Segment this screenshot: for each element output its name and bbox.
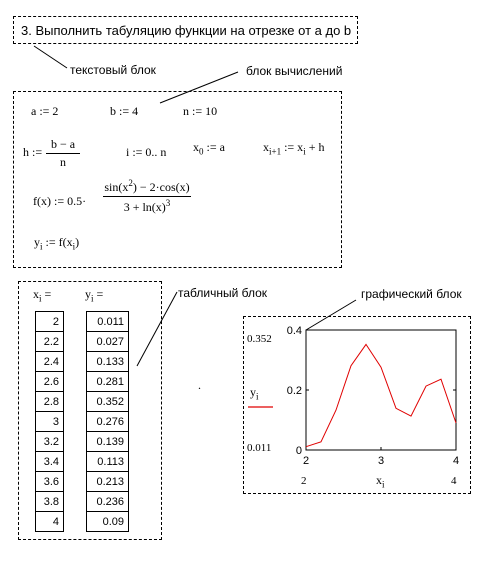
table-row (87, 392, 129, 412)
f-num-paren-close: ) (132, 180, 137, 194)
table-row (36, 312, 64, 332)
x-value-cell[interactable]: 3.4 (36, 452, 64, 472)
table-row (36, 332, 64, 352)
table-row (36, 432, 64, 452)
y-paren-open: ( (62, 235, 67, 249)
table-row (87, 492, 129, 512)
x-recurrence-mid: := x (284, 140, 304, 154)
x-recurrence-sub2: i (303, 146, 306, 157)
y-tick-label: 0.2 (286, 385, 302, 397)
y-value-cell[interactable]: 0.139 (87, 432, 129, 452)
h-fraction[interactable] (46, 137, 80, 170)
table-row (87, 352, 129, 372)
h-lhs: h := (23, 145, 43, 159)
h-denominator: n (60, 155, 66, 169)
table-row (36, 352, 64, 372)
x-value-cell[interactable]: 2.8 (36, 392, 64, 412)
y-tick-label: 0 (295, 445, 302, 457)
x-left-marker: 2 (301, 475, 307, 487)
n-definition[interactable]: n := 10 (183, 104, 218, 118)
f-num-paren: ( (118, 180, 123, 194)
x-header-var: x (33, 287, 39, 301)
table-row (87, 312, 129, 332)
table-row (87, 412, 129, 432)
y-axis-label (250, 385, 259, 401)
a-definition[interactable]: a := 2 (31, 104, 59, 118)
y-value-cell[interactable]: 0.113 (87, 452, 129, 472)
y-values-table[interactable] (86, 311, 129, 532)
x-value-cell[interactable]: 3.8 (36, 492, 64, 512)
x-value-cell[interactable]: 2 (36, 312, 64, 332)
table-row (36, 512, 64, 532)
calc-block-callout-label: блок вычислений (246, 64, 343, 78)
x-value-cell[interactable]: 4 (36, 512, 64, 532)
text-block-callout-line (34, 46, 67, 68)
y-header-var: y (85, 287, 91, 301)
y-value-cell[interactable]: 0.133 (87, 352, 129, 372)
table-row (87, 452, 129, 472)
x-header-eq: = (44, 287, 52, 301)
f-den-exp: 3 (165, 198, 171, 208)
x-value-cell[interactable]: 3 (36, 412, 64, 432)
y-mid: := f (45, 235, 63, 249)
f-lhs: f(x) := 0.5· (33, 194, 87, 208)
y-value-cell[interactable]: 0.011 (87, 312, 129, 332)
graph-block[interactable] (243, 316, 471, 494)
x-tick-label: 3 (377, 455, 385, 467)
x-right-marker: 4 (451, 475, 457, 487)
f-fraction[interactable] (103, 178, 191, 215)
y-value-cell[interactable]: 0.027 (87, 332, 129, 352)
table-row (36, 472, 64, 492)
x-tick-label: 4 (452, 455, 460, 467)
f-num-x: x (122, 180, 129, 194)
x-value-cell[interactable]: 3.6 (36, 472, 64, 492)
x-recurrence-rhs: + h (308, 140, 325, 154)
x-tick-label: 2 (302, 455, 310, 467)
y-value-cell[interactable]: 0.09 (87, 512, 129, 532)
y-arg: x (66, 235, 73, 249)
table-row (36, 452, 64, 472)
y-axis-label-var: y (250, 385, 256, 399)
x0-rhs: := a (206, 140, 225, 154)
fraction-bar (46, 153, 80, 154)
x-axis-label-sub: i (382, 479, 385, 490)
stray-dot: . (198, 378, 201, 392)
f-num-exp: 2 (128, 178, 133, 188)
y-column-header (85, 287, 103, 303)
y-sub: i (40, 241, 43, 252)
y-value-cell[interactable]: 0.276 (87, 412, 129, 432)
table-row (36, 392, 64, 412)
x0-definition[interactable] (193, 140, 225, 156)
text-block-content: 3. Выполнить табуляцию функции на отрезке от a до b (21, 23, 352, 38)
table-row (36, 412, 64, 432)
table-row (36, 372, 64, 392)
table-row (87, 332, 129, 352)
table-row (87, 472, 129, 492)
x-header-sub: i (39, 293, 42, 304)
y-header-eq: = (96, 287, 104, 301)
table-row (87, 372, 129, 392)
y-axis-label-sub: i (256, 391, 259, 402)
f-denominator (103, 198, 191, 215)
i-range-definition[interactable]: i := 0.. n (126, 145, 167, 159)
x-axis-label (376, 473, 385, 489)
f-num-rest: − 2·cos(x) (139, 180, 190, 194)
x-values-table[interactable] (35, 311, 64, 532)
x-value-cell[interactable]: 2.4 (36, 352, 64, 372)
y-value-cell[interactable]: 0.281 (87, 372, 129, 392)
h-numerator: b − a (50, 137, 76, 151)
x-value-cell[interactable]: 2.6 (36, 372, 64, 392)
graph-block-callout-label: графический блок (361, 287, 462, 301)
x-column-header (33, 287, 51, 303)
x-value-cell[interactable]: 2.2 (36, 332, 64, 352)
text-block[interactable] (13, 16, 358, 44)
table-row (87, 512, 129, 532)
y-tick-label: 0.4 (286, 325, 302, 337)
y-value-cell[interactable]: 0.213 (87, 472, 129, 492)
y-value-cell[interactable]: 0.352 (87, 392, 129, 412)
y-arg-sub: i (72, 241, 76, 252)
b-definition[interactable]: b := 4 (110, 104, 139, 118)
x-recurrence-sub: i+1 (269, 146, 282, 157)
y-top-marker: 0.352 (247, 333, 272, 345)
f-den: 3 + ln(x) (123, 200, 166, 214)
f-num-sin: sin (104, 180, 119, 194)
y-definition[interactable] (34, 235, 79, 251)
x-recurrence-var: x (263, 140, 269, 154)
x-recurrence-definition[interactable] (263, 140, 324, 156)
y-header-sub: i (91, 293, 94, 304)
y-value-cell[interactable]: 0.236 (87, 492, 129, 512)
text-block-callout-label: текстовый блок (70, 63, 156, 77)
y-bottom-marker: 0.011 (247, 442, 272, 454)
y-var: y (34, 235, 40, 249)
y-paren-close: ) (75, 235, 80, 249)
f-numerator (103, 178, 191, 195)
fraction-bar (103, 196, 191, 197)
x-value-cell[interactable]: 3.2 (36, 432, 64, 452)
table-row (87, 432, 129, 452)
table-row (36, 492, 64, 512)
x0-sub: 0 (199, 146, 204, 157)
table-block-callout-label: табличный блок (178, 286, 268, 300)
x0-var: x (193, 140, 199, 154)
x-axis-label-var: x (376, 473, 382, 487)
